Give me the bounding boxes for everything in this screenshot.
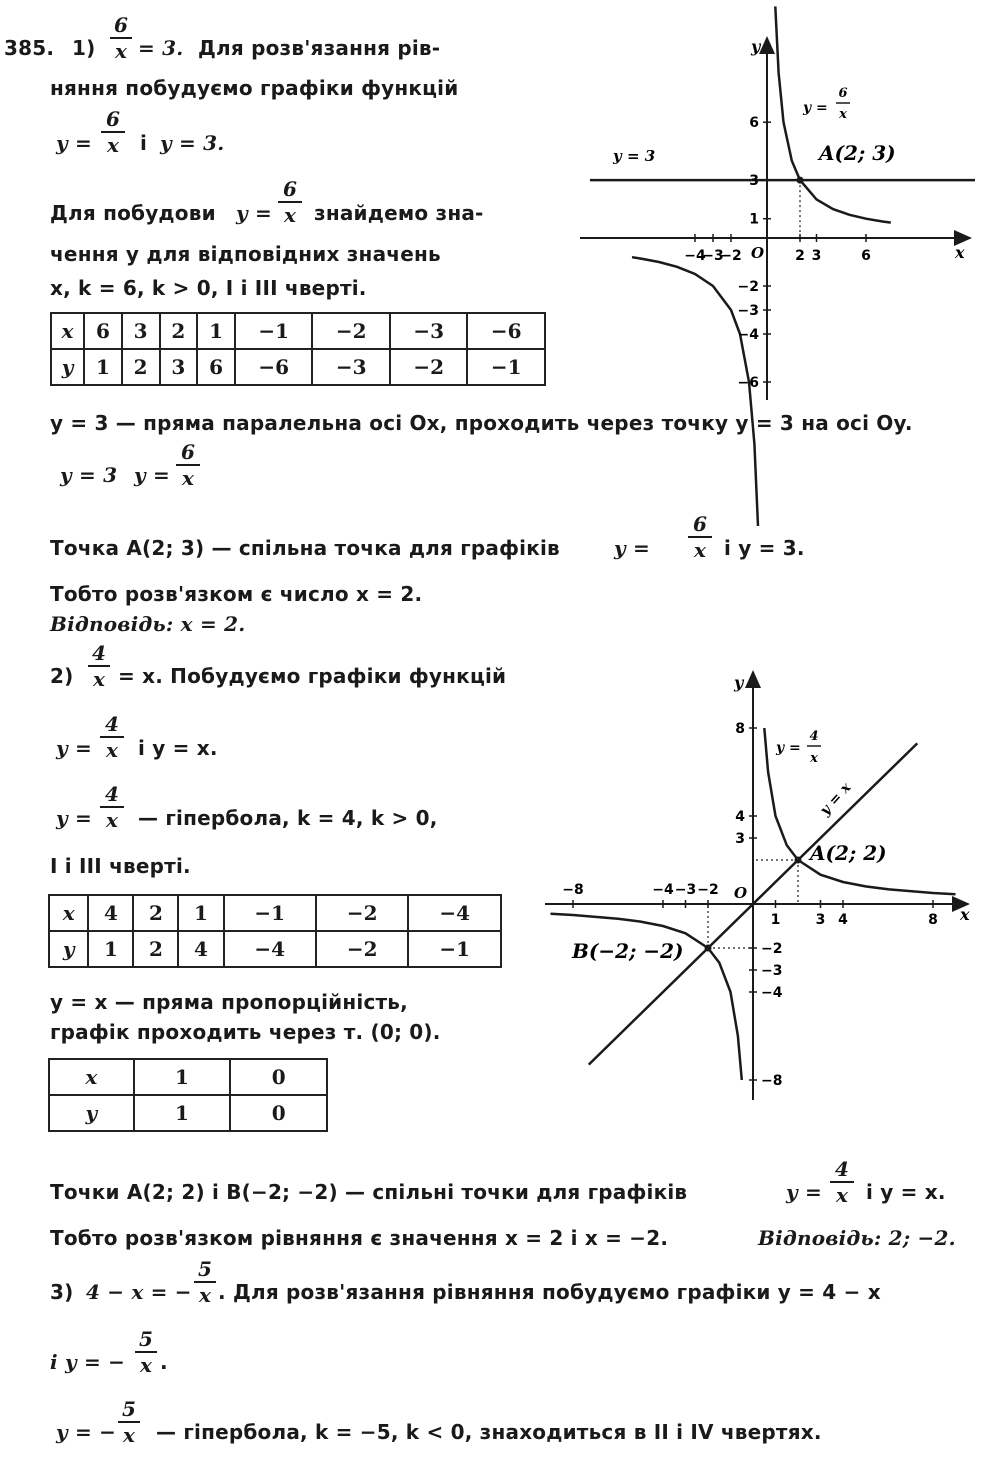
y-tick-label: 1: [749, 211, 759, 228]
point-b-label: B(−2; −2): [572, 939, 684, 963]
table-x-cell: 6: [84, 313, 122, 349]
fraction-denominator: x: [140, 1353, 152, 1377]
table-x-cell: −6: [467, 313, 545, 349]
part-1-common-fraction: [688, 513, 712, 561]
table-header-x: x: [51, 313, 84, 349]
y-tick-label: −4: [737, 327, 759, 343]
x-tick-label: 1: [770, 912, 781, 928]
y-tick-label: 3: [735, 831, 745, 847]
table-y-cell: 3: [160, 349, 198, 385]
part-2-solution: Тобто розв'язком рівняння є значення x = 2 і x = −2.: [50, 1226, 669, 1250]
table-y-cell: −3: [312, 349, 389, 385]
problem-number: 385.: [4, 36, 55, 60]
point-a-label: A(2; 3): [819, 141, 896, 165]
fraction-denominator: x: [115, 39, 127, 63]
table-y-cell: 4: [178, 931, 223, 967]
part-3-equation-fraction: [194, 1258, 216, 1306]
origin-label: O: [751, 244, 765, 262]
fraction-numerator: 5: [198, 1257, 212, 1281]
fraction-numerator: 5: [122, 1397, 136, 1421]
point-b: [705, 945, 712, 952]
part-1-equation-fraction: [110, 14, 132, 62]
part-1-intro-line-1: Для розв'язання рів-: [198, 36, 441, 60]
x-tick-label: 2: [795, 248, 805, 264]
table-header-y: y: [51, 349, 84, 385]
fraction-denominator: x: [694, 538, 706, 562]
table-header-x: x: [49, 1059, 134, 1095]
y-tick-label: −4: [761, 985, 783, 1001]
table-y-cell: 1: [134, 1095, 231, 1131]
table-x-cell: 1: [178, 895, 223, 931]
fraction-numerator: 6: [693, 512, 707, 536]
fraction-denominator: x: [123, 1423, 135, 1447]
part-1-common-point: Точка A(2; 3) — спільна точка для графіків: [50, 536, 560, 560]
part-1-func-and: і: [140, 131, 148, 155]
fraction-denominator: x: [93, 667, 105, 691]
table-x-cell: 0: [230, 1059, 327, 1095]
part-2-answer: Відповідь: 2; −2.: [758, 1226, 956, 1250]
part-2-common-fraction: [830, 1158, 854, 1206]
x-tick-label: 3: [815, 912, 826, 928]
table-y-cell: 0: [230, 1095, 327, 1131]
part-3-label: 3): [50, 1280, 74, 1304]
part-2-line-table: [48, 1058, 328, 1132]
part-1-value-table: [50, 312, 546, 386]
hyperbola-branch-1: [775, 6, 891, 222]
graph-1: [575, 30, 980, 410]
part-2-label: 2): [50, 664, 74, 688]
part-3-hyp-y: y = −: [56, 1420, 117, 1444]
part-2-func-fraction: [100, 713, 124, 761]
fraction-numerator: 4: [92, 641, 106, 665]
part-1-build-text-end: знайдемо зна-: [314, 201, 484, 225]
fraction-denominator: x: [199, 1283, 211, 1307]
point-a: [797, 177, 804, 184]
hyperbola-label-y: y =: [803, 100, 828, 116]
y-tick-label: 6: [749, 115, 759, 132]
part-2-hyp-y: y =: [56, 806, 92, 830]
hyperbola-label-den: x: [839, 107, 847, 122]
part-1-intro-line-2: няння побудуємо графіки функцій: [50, 76, 459, 100]
graph-2: [540, 668, 980, 1108]
point-a: [795, 857, 802, 864]
table-y-cell: −2: [316, 931, 408, 967]
x-tick-label: −8: [562, 882, 584, 898]
table-x-cell: 1: [197, 313, 235, 349]
part-2-prop-line-1: y = x — пряма пропорційність,: [50, 990, 408, 1014]
table-x-cell: −1: [224, 895, 316, 931]
part-3-and-dot: .: [160, 1350, 168, 1374]
part-3-and-line: і y = −: [50, 1350, 126, 1374]
y-axis-label: y: [751, 37, 761, 56]
hyperbola-label-y: y =: [776, 740, 801, 756]
table-x-cell: −2: [316, 895, 408, 931]
x-axis-label: x: [960, 905, 970, 924]
fraction-numerator: 6: [181, 440, 195, 464]
part-1-pair-fraction: [176, 441, 200, 489]
x-tick-label: −4: [684, 248, 706, 264]
fraction-numerator: 5: [139, 1327, 153, 1351]
y-tick-label: −8: [761, 1073, 783, 1089]
table-x-cell: 1: [134, 1059, 231, 1095]
part-3-hyp-note: — гіпербола, k = −5, k < 0, знаходиться в II і IV чвертях.: [156, 1420, 822, 1444]
hyperbola-label-num: 6: [838, 86, 848, 101]
part-1-label: 1): [72, 36, 96, 60]
y-tick-label: 4: [735, 809, 745, 825]
part-3-equation-text: . Для розв'язання рівняння побудуємо графіки y = 4 − x: [218, 1280, 881, 1304]
part-3-equation: 4 − x = −: [86, 1280, 192, 1304]
hyperbola-label-num: 4: [809, 729, 819, 744]
table-y-cell: 2: [122, 349, 160, 385]
y-tick-label: −2: [737, 279, 759, 295]
part-2-hyp-fraction: [100, 783, 124, 831]
x-tick-label: 3: [811, 248, 822, 264]
fraction-numerator: 4: [105, 712, 119, 736]
fraction-numerator: 4: [835, 1157, 849, 1181]
line-label: y = 3: [613, 147, 656, 165]
part-1-build-line-2: чення y для відповідних значень: [50, 242, 441, 266]
part-2-func-end: і y = x.: [138, 736, 218, 760]
fraction-denominator: x: [107, 133, 119, 157]
y-axis-label: y: [734, 673, 744, 692]
part-2-quarters: I і III чверті.: [50, 854, 191, 878]
fraction-numerator: 6: [283, 177, 297, 201]
part-1-equation-rhs: = 3.: [138, 36, 184, 60]
part-1-common-y: y =: [614, 536, 650, 560]
table-header-y: y: [49, 1095, 134, 1131]
part-1-pair-line: y = 3: [60, 463, 118, 487]
table-x-cell: −1: [235, 313, 312, 349]
line-label: y = x: [817, 779, 855, 819]
part-2-common-points: Точки A(2; 2) і B(−2; −2) — спільні точки для графіків: [50, 1180, 688, 1204]
table-y-cell: 1: [88, 931, 133, 967]
fraction-denominator: x: [836, 1183, 848, 1207]
part-2-prop-line-2: графік проходить через т. (0; 0).: [50, 1020, 441, 1044]
fraction-denominator: x: [106, 738, 118, 762]
x-tick-label: −3: [674, 882, 697, 898]
y-tick-label: −6: [737, 375, 759, 391]
x-tick-label: −3: [702, 248, 724, 264]
part-3-and-fraction: [135, 1328, 157, 1376]
fraction-numerator: 6: [106, 107, 120, 131]
table-y-cell: −2: [390, 349, 467, 385]
table-x-cell: 3: [122, 313, 160, 349]
part-1-build-fraction: [278, 178, 302, 226]
table-y-cell: −1: [467, 349, 545, 385]
table-x-cell: 2: [160, 313, 198, 349]
part-1-func-fraction: [101, 108, 125, 156]
table-x-cell: 2: [133, 895, 178, 931]
x-axis-label: x: [955, 243, 965, 262]
origin-label: O: [734, 884, 748, 902]
hyperbola-branch-3: [632, 257, 758, 526]
part-1-pair-y: y =: [134, 463, 170, 487]
table-y-cell: 1: [84, 349, 122, 385]
part-1-func-y: y =: [56, 131, 92, 155]
fraction-numerator: 4: [105, 782, 119, 806]
table-y-cell: 6: [197, 349, 235, 385]
part-2-equation-fraction: [88, 642, 110, 690]
part-1-line-note: y = 3 — пряма паралельна осі Ox, проходить через точку y = 3 на осі Oy.: [50, 411, 913, 435]
fraction-numerator: 6: [114, 13, 128, 37]
part-2-common-y: y =: [786, 1180, 822, 1204]
point-a-label: A(2; 2): [810, 841, 887, 865]
part-1-build-text: Для побудови: [50, 201, 216, 225]
part-1-common-end: і y = 3.: [724, 536, 805, 560]
y-tick-label: 8: [735, 721, 745, 737]
part-1-build-line-3: x, k = 6, k > 0, I і III чверті.: [50, 276, 367, 300]
y-tick-label: 3: [749, 173, 759, 190]
table-header-x: x: [49, 895, 88, 931]
x-tick-label: 8: [928, 912, 938, 928]
x-tick-label: 4: [838, 912, 848, 928]
table-y-cell: −6: [235, 349, 312, 385]
y-tick-label: −3: [761, 963, 783, 979]
table-y-cell: 2: [133, 931, 178, 967]
fraction-denominator: x: [106, 808, 118, 832]
x-tick-label: 6: [861, 248, 871, 264]
fraction-denominator: x: [284, 203, 296, 227]
hyperbola-label-den: x: [810, 751, 818, 766]
y-tick-label: −3: [737, 303, 759, 319]
part-2-func-y: y =: [56, 736, 92, 760]
part-2-hyp-note: — гіпербола, k = 4, k > 0,: [138, 806, 438, 830]
part-1-func-line: y = 3.: [160, 131, 225, 155]
table-x-cell: 4: [88, 895, 133, 931]
x-tick-label: −2: [697, 882, 719, 898]
part-2-value-table: [48, 894, 502, 968]
part-2-equation-text: = x. Побудуємо графіки функцій: [118, 664, 507, 688]
table-y-cell: −1: [408, 931, 501, 967]
table-x-cell: −2: [312, 313, 389, 349]
table-x-cell: −3: [390, 313, 467, 349]
x-tick-label: −2: [720, 248, 742, 264]
fraction-denominator: x: [182, 466, 194, 490]
table-x-cell: −4: [408, 895, 501, 931]
x-tick-label: −4: [652, 882, 674, 898]
part-1-answer: Відповідь: x = 2.: [50, 612, 246, 636]
table-y-cell: −4: [224, 931, 316, 967]
part-1-solution: Тобто розв'язком є число x = 2.: [50, 582, 423, 606]
table-header-y: y: [49, 931, 88, 967]
part-2-common-end: і y = x.: [866, 1180, 946, 1204]
part-1-build-y: y =: [236, 201, 272, 225]
part-3-hyp-fraction: [118, 1398, 140, 1446]
y-tick-label: −2: [761, 941, 783, 957]
